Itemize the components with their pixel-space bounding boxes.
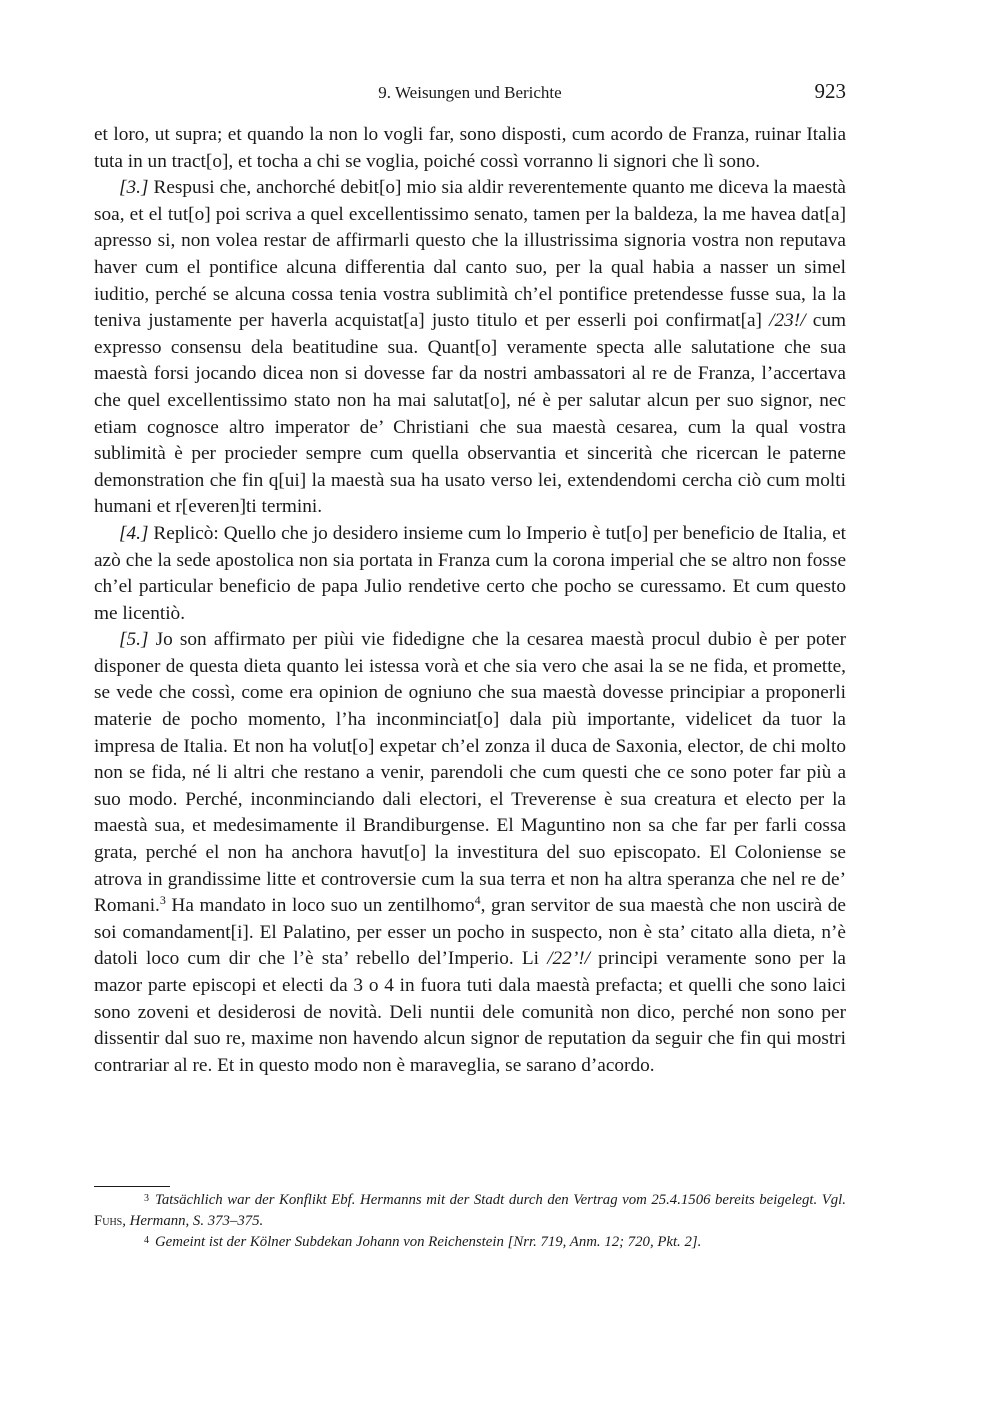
footnote-number: 3 — [144, 1193, 149, 1204]
text-run: , gran servitor de sua maestà che non uscirà de soi comandament[i]. El Palatino, per esser un pocho in suspecto, non è sta’ citato alla dieta, n’è datoli loco cum dir che l’è sta’ rebello del’Imperio. Li — [94, 895, 846, 970]
editorial-marker: [3.] — [119, 177, 149, 199]
footnote — [94, 1189, 846, 1231]
text-run: Ha mandato in loco suo un zentilhomo — [165, 895, 475, 917]
footnote-number: 4 — [144, 1235, 149, 1246]
text-run: Jo son affirmato per piùi vie fidedigne che la cesarea maestà procul dubio è per poter disponer de questa dieta quanto lei istessa vorà et che sia vero che asai la se ne fida, et promette, se vede che cossì, come era opinion de ogniuno che sua maestà dovesse principiar a proponerli materie de pocho momento, l’ha inconminciat[o] dala più importante, videlicet da tuor la impresa de Italia. Et non ha volut[o] expetar ch’el zonza il duca de Saxonia, elector, de chi molto non se fida, né li altri che restano a venir, parendoli che cum questi che ce sono poter far più a suo modo. Perché, inconminciando dali electori, el Treverense è sua creatura et electo per la maestà sua, et medesimamente il Brandiburgense. El Maguntino non sa che far per farli cossa grata, perché el non ha anchora havut[o] la investitura del suo episcopato. El Coloniense se atrova in grandissime litte et controversie cum la sua terra et non ha altra speranza che nel re de’ Romani. — [94, 629, 846, 917]
page-number: 923 — [814, 79, 846, 103]
editorial-marker: /22’!/ — [547, 948, 591, 970]
editorial-marker: /23!/ — [769, 310, 806, 332]
editorial-marker: [4.] — [119, 522, 149, 544]
page-header — [94, 80, 846, 106]
text-run: Tatsächlich war der Konflikt Ebf. Hermanns mit der Stadt durch den Vertrag vom 25.4.1506 bereits beigelegt. Vgl. — [155, 1192, 846, 1208]
footnote-reference: 3 — [159, 893, 166, 908]
editorial-marker: [5.] — [119, 629, 149, 651]
text-run: Respusi che, anchorché debit[o] mio sia aldir reverentemente quanto me diceva la maestà soa, et el tut[o] poi scriva a quel excellentissimo senato, tamen per la baldeza, la me havea dat[a] apresso si, non volea restar de affirmarli questo che la illustrissima signoria vostra non reputava haver cum el pontifice alcuna differentia dal canto suo, per la qual habia a nasser un simel iuditio, perché se alcuna cossa tenia vostra sublimità ch’el pontifice pretendesse fusse sua, la la teniva justamente per haverla acquistat[a] justo titulo et per esserli poi confirmat[a] — [94, 177, 846, 332]
main-text — [94, 122, 846, 1079]
paragraph — [94, 521, 846, 627]
text-run: , Hermann, S. 373–375. — [122, 1212, 264, 1229]
paragraph — [94, 175, 846, 521]
text-run: Replicò: Quello che jo desidero insieme cum lo Imperio è tut[o] per beneficio de Italia, et azò che la sede apostolica non sia portata in Franza cum la corona imperial che se altro non fosse ch’el particular beneficio de papa Julio rendetive certo che pocho se curessamo. Et cum questo me licentiò. — [94, 522, 846, 624]
text-run: principi veramente sono per la mazor parte episcopi et electi da 3 o 4 in fuora tuti dala maestà prefacta; et quelli che sono laici sono zoveni et desiderosi de novità. Deli nuntii dele comunità non dico, perché non sono per dissentir dal suo re, maxime non havendo alcun signor de reputation da seguir che fin qui mostri contrariar al re. Et in questo modo non è maraveglia, se sarano d’acordo. — [94, 948, 846, 1076]
footnote-rule — [94, 1186, 170, 1187]
footnotes — [94, 1189, 846, 1253]
running-head: 9. Weisungen und Berichte — [378, 83, 562, 102]
footnote — [94, 1231, 846, 1253]
author-name: Fuhs — [94, 1212, 123, 1229]
paragraph — [94, 627, 846, 1079]
text-run: Gemeint ist der Kölner Subdekan Johann von Reichenstein [Nrr. 719, Anm. 12; 720, Pkt. 2]. — [155, 1234, 702, 1250]
paragraph — [94, 122, 846, 175]
text-run: cum expresso consensu dela beatitudine sua. Quant[o] veramente specta alle salutatione che sua maestà forsi jocando dicea non si dovesse far da nostri ambassatori al re de Franza, l’accertava che quel excellentissimo stato non ha mai salutat[o], né è per salutar alcun per suo signor, nec etiam cognosce altro imperator de’ Christiani che sua maestà cesarea, cum la qual vostra sublimità è per procieder sempre cum quella observantia et sincerità che ricercan le paterne demonstration che fin q[ui] la maestà sua ha usato verso lei, extendendomi cercha ciò cum molti humani et r[everen]ti termini. — [94, 310, 846, 518]
text-run: et loro, ut supra; et quando la non lo vogli far, sono disposti, cum acordo de Franza, ruinar Italia tuta in un tract[o], et tocha a chi se voglia, poiché cossì vorranno li signori che lì sono. — [94, 124, 846, 172]
footnote-reference: 4 — [474, 893, 481, 908]
